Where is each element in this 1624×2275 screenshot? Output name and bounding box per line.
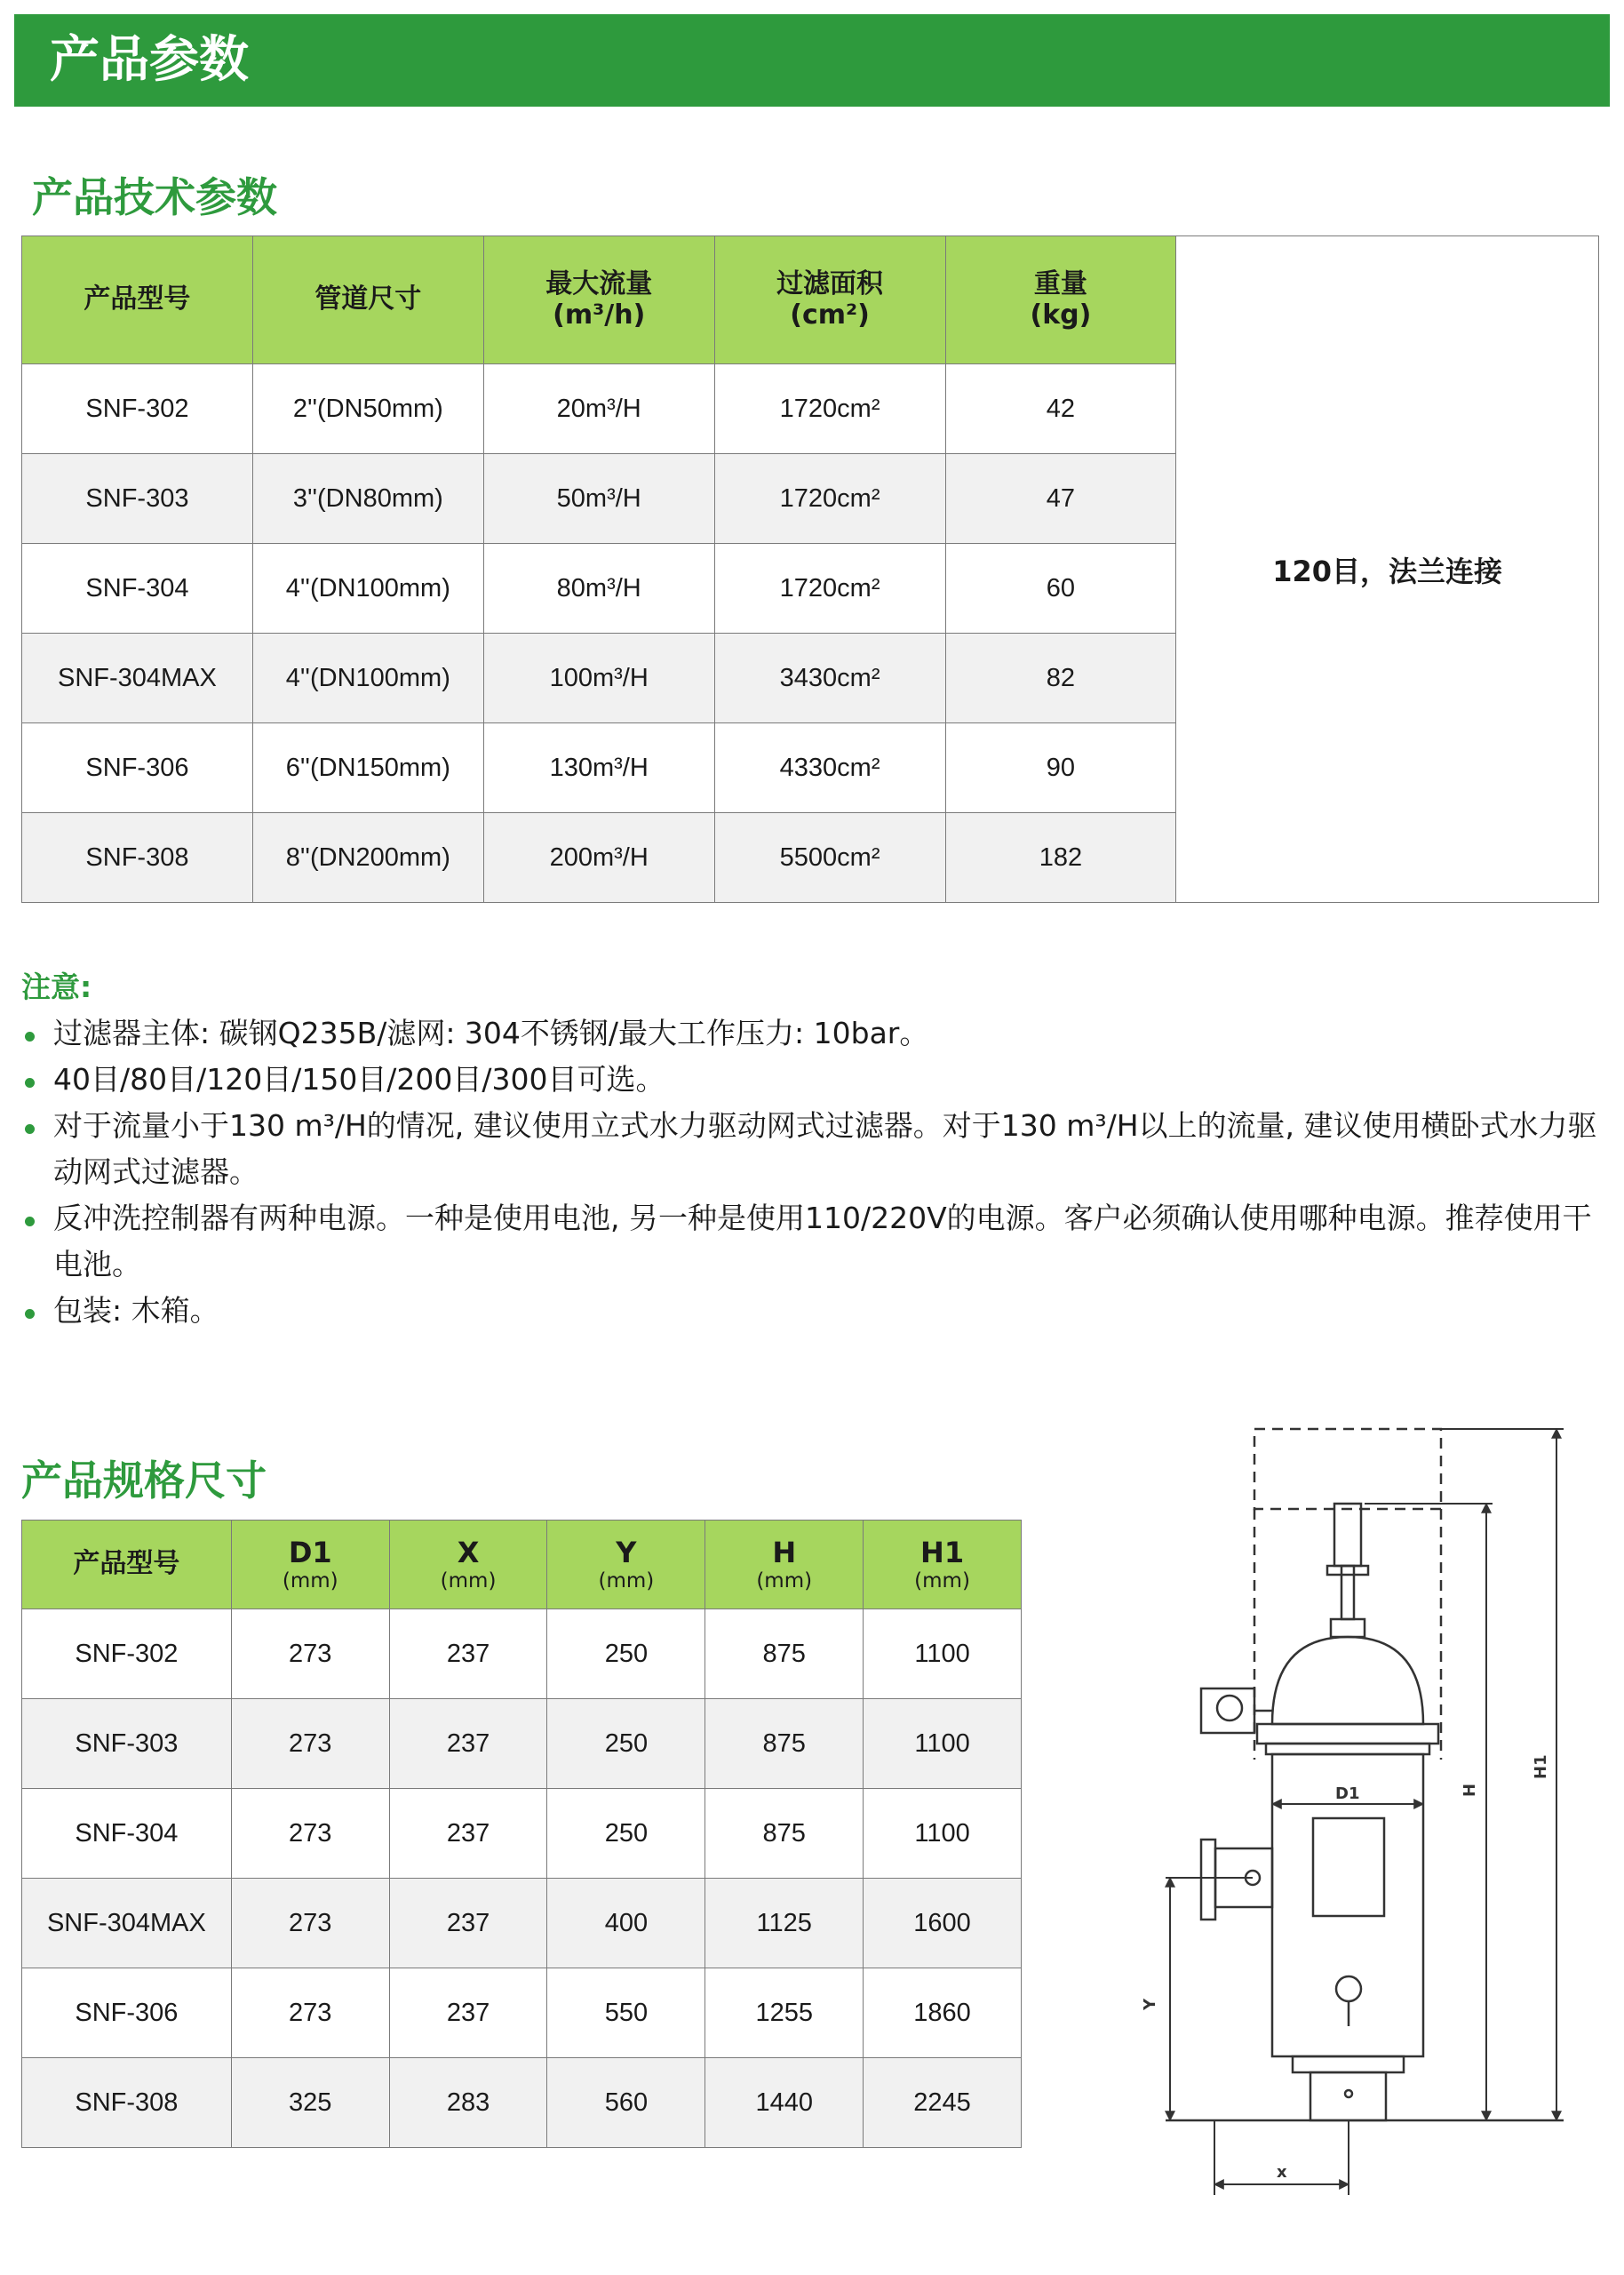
cell-pipe: 4''(DN100mm): [252, 634, 483, 723]
spec-dimensions-table: [21, 1520, 1022, 2148]
notes-title: 注意:: [21, 970, 92, 1004]
cell-model: SNF-306: [22, 723, 253, 813]
cell-x: 283: [389, 2058, 547, 2148]
cell-y: 250: [547, 1699, 705, 1789]
cell-model: SNF-306: [22, 1968, 232, 2058]
cell-y: 560: [547, 2058, 705, 2148]
cell-d1: 325: [231, 2058, 389, 2148]
cell-h1: 1100: [864, 1789, 1022, 1879]
col-header-area: 过滤面积 (cm²): [714, 236, 945, 364]
list-item: 40目/80目/120目/150目/200目/300目可选。: [21, 1057, 1603, 1103]
cell-weight: 42: [945, 364, 1176, 454]
cell-flow: 130m³/H: [483, 723, 714, 813]
notes-section: [21, 964, 1603, 1334]
cell-h1: 2245: [864, 2058, 1022, 2148]
col-header-h: H (mm): [705, 1521, 864, 1609]
col-header-weight: 重量 (kg): [945, 236, 1176, 364]
cell-h1: 1600: [864, 1879, 1022, 1968]
cell-pipe: 4''(DN100mm): [252, 544, 483, 634]
cell-model: SNF-303: [22, 454, 253, 544]
notes-list: [21, 1010, 1603, 1334]
cell-h: 1440: [705, 2058, 864, 2148]
list-item: 对于流量小于130 m³/H的情况, 建议使用立式水力驱动网式过滤器。对于130 m³/H以上的流量, 建议使用横卧式水力驱动网式过滤器。: [21, 1103, 1603, 1195]
cell-pipe: 2''(DN50mm): [252, 364, 483, 454]
tech-params-title: 产品技术参数: [32, 173, 277, 221]
list-item: 过滤器主体: 碳钢Q235B/滤网: 304不锈钢/最大工作压力: 10bar。: [21, 1010, 1603, 1057]
cell-area: 1720cm²: [714, 544, 945, 634]
table-row: [22, 1968, 1022, 2058]
cell-weight: 182: [945, 813, 1176, 903]
cell-model: SNF-304: [22, 1789, 232, 1879]
cell-h1: 1860: [864, 1968, 1022, 2058]
dim-label-y: Y: [1141, 1998, 1159, 2010]
dim-label-h: H: [1461, 1783, 1479, 1797]
table-row: [22, 1609, 1022, 1699]
cell-d1: 273: [231, 1879, 389, 1968]
cell-h: 875: [705, 1789, 864, 1879]
cell-weight: 47: [945, 454, 1176, 544]
cell-area: 3430cm²: [714, 634, 945, 723]
col-header-y: Y (mm): [547, 1521, 705, 1609]
cell-x: 237: [389, 1609, 547, 1699]
col-header-h1: H1 (mm): [864, 1521, 1022, 1609]
cell-pipe: 8''(DN200mm): [252, 813, 483, 903]
cell-model: SNF-304MAX: [22, 1879, 232, 1968]
spec-dimensions-title: 产品规格尺寸: [21, 1457, 267, 1505]
cell-area: 1720cm²: [714, 364, 945, 454]
cell-d1: 273: [231, 1699, 389, 1789]
dim-label-x: x: [1277, 2163, 1287, 2182]
cell-h1: 1100: [864, 1699, 1022, 1789]
cell-model: SNF-302: [22, 1609, 232, 1699]
list-item: 反冲洗控制器有两种电源。一种是使用电池, 另一种是使用110/220V的电源。客户必须确认使用哪种电源。推荐使用干电池。: [21, 1195, 1603, 1288]
list-item: 包装: 木箱。: [21, 1288, 1603, 1334]
col-header-model: 产品型号: [22, 236, 253, 364]
cell-pipe: 6''(DN150mm): [252, 723, 483, 813]
cell-h: 1255: [705, 1968, 864, 2058]
col-header-x: X (mm): [389, 1521, 547, 1609]
cell-weight: 82: [945, 634, 1176, 723]
table-row: [22, 1699, 1022, 1789]
cell-flow: 20m³/H: [483, 364, 714, 454]
cell-flow: 80m³/H: [483, 544, 714, 634]
cell-area: 4330cm²: [714, 723, 945, 813]
cell-y: 400: [547, 1879, 705, 1968]
cell-h: 875: [705, 1609, 864, 1699]
cell-x: 237: [389, 1879, 547, 1968]
cell-flow: 100m³/H: [483, 634, 714, 723]
cell-flow: 200m³/H: [483, 813, 714, 903]
cell-d1: 273: [231, 1789, 389, 1879]
cell-h1: 1100: [864, 1609, 1022, 1699]
cell-model: SNF-308: [22, 813, 253, 903]
cell-d1: 273: [231, 1609, 389, 1699]
cell-x: 237: [389, 1789, 547, 1879]
cell-weight: 90: [945, 723, 1176, 813]
page-title: 产品参数: [50, 31, 249, 89]
cell-flow: 50m³/H: [483, 454, 714, 544]
col-header-model: 产品型号: [22, 1521, 232, 1609]
dim-label-d1: D1: [1335, 1784, 1360, 1803]
cell-y: 550: [547, 1968, 705, 2058]
connection-note: 120目，法兰连接: [1176, 236, 1599, 903]
col-header-pipe: 管道尺寸: [252, 236, 483, 364]
col-header-d1: D1 (mm): [231, 1521, 389, 1609]
cell-weight: 60: [945, 544, 1176, 634]
tech-params-table: [21, 235, 1599, 903]
dim-label-h1: H1: [1532, 1754, 1550, 1779]
cell-model: SNF-302: [22, 364, 253, 454]
table-row: [22, 1789, 1022, 1879]
page-header: [14, 14, 1610, 107]
cell-model: SNF-303: [22, 1699, 232, 1789]
cell-y: 250: [547, 1789, 705, 1879]
cell-model: SNF-304MAX: [22, 634, 253, 723]
cell-y: 250: [547, 1609, 705, 1699]
cell-x: 237: [389, 1699, 547, 1789]
col-header-flow: 最大流量 (m³/h): [483, 236, 714, 364]
filter-dimension-drawing: [1119, 1413, 1617, 2204]
cell-x: 237: [389, 1968, 547, 2058]
cell-h: 875: [705, 1699, 864, 1789]
cell-pipe: 3''(DN80mm): [252, 454, 483, 544]
cell-area: 1720cm²: [714, 454, 945, 544]
cell-model: SNF-304: [22, 544, 253, 634]
table-row: [22, 2058, 1022, 2148]
cell-model: SNF-308: [22, 2058, 232, 2148]
cell-d1: 273: [231, 1968, 389, 2058]
table-row: [22, 1879, 1022, 1968]
cell-area: 5500cm²: [714, 813, 945, 903]
cell-h: 1125: [705, 1879, 864, 1968]
